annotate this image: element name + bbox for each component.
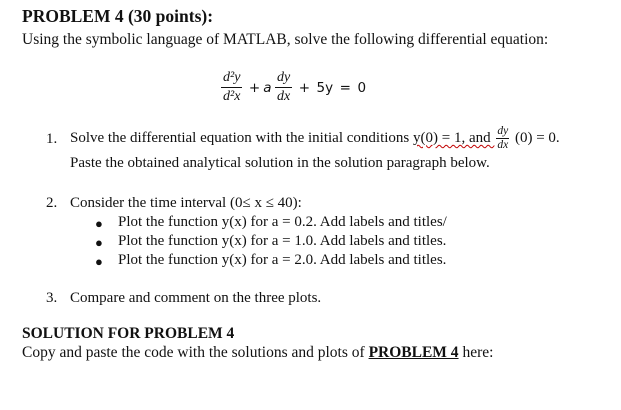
initial-condition-1: y(0) = 1, and (413, 130, 495, 146)
fraction-denominator: d²x (223, 89, 241, 104)
second-derivative-fraction (221, 69, 242, 106)
item-number: 1. (46, 131, 58, 147)
bullet-item: Plot the function y(x) for a = 2.0. Add labels and titles. (118, 252, 447, 268)
plus-sign: + (298, 79, 311, 96)
bullet-icon: ● (95, 216, 103, 231)
differential-equation (221, 69, 366, 106)
fraction-numerator: d²y (221, 69, 242, 88)
item-number: 2. (46, 195, 58, 211)
fraction-denominator: dx (497, 139, 509, 152)
dy-dx-fraction (496, 125, 509, 152)
solution-text: Copy and paste the code with the solutions and plots of (22, 344, 369, 361)
solution-instructions (22, 344, 493, 362)
equals-sign: = (339, 79, 351, 96)
first-derivative-fraction (275, 69, 292, 106)
initial-condition-2: (0) = 0. (511, 130, 560, 146)
list-item-1 (70, 125, 560, 152)
solution-text-end: here: (458, 344, 494, 361)
problem-title: PROBLEM 4 (30 points): (22, 6, 214, 26)
fraction-numerator: dy (497, 125, 509, 138)
bullet-icon: ● (95, 235, 103, 250)
coefficient-a: a (263, 79, 272, 96)
bullet-item: Plot the function y(x) for a = 1.0. Add labels and titles. (118, 233, 447, 249)
bullet-item: Plot the function y(x) for a = 0.2. Add labels and titles/ (118, 214, 447, 230)
solution-title: SOLUTION FOR PROBLEM 4 (22, 325, 235, 342)
problem-reference: PROBLEM 4 (368, 344, 459, 361)
term-5y: 5y (316, 79, 334, 96)
bullet-icon: ● (95, 254, 103, 269)
equation-rhs: 0 (357, 79, 367, 96)
item-number: 3. (46, 290, 58, 306)
plus-sign: + (248, 79, 261, 96)
item-text: Solve the differential equation with the initial conditions (70, 130, 413, 146)
fraction-denominator: dx (277, 89, 291, 104)
fraction-numerator: dy (275, 69, 292, 88)
list-item-2: Consider the time interval (0≤ x ≤ 40): (70, 195, 302, 211)
item-text-line2: Paste the obtained analytical solution in the solution paragraph below. (70, 155, 490, 171)
problem-subtitle: Using the symbolic language of MATLAB, solve the following differential equation: (22, 31, 549, 48)
list-item-3: Compare and comment on the three plots. (70, 290, 322, 306)
